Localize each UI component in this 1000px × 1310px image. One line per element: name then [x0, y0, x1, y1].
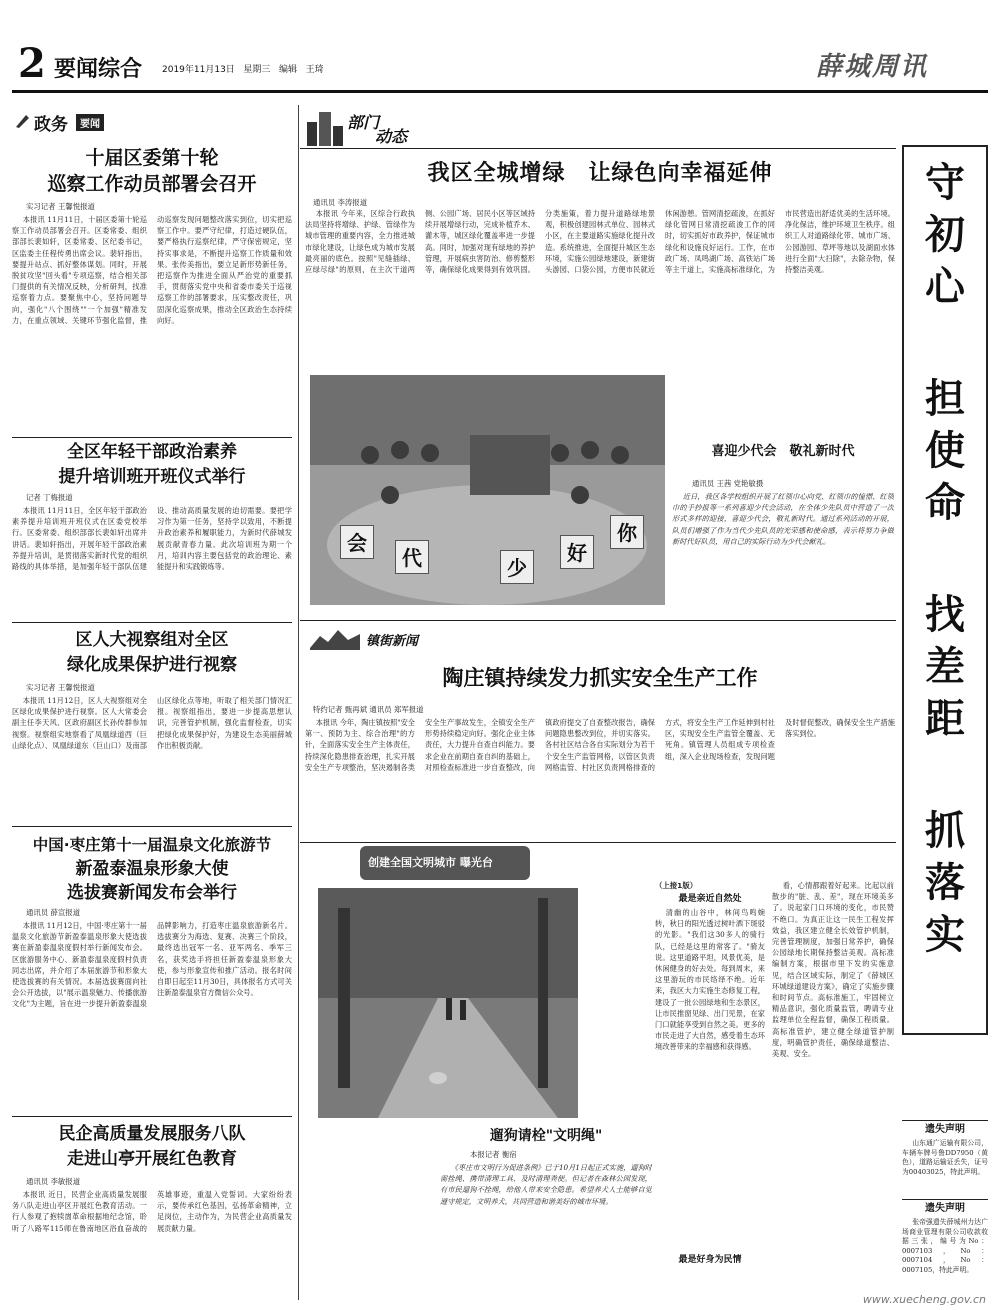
divider — [300, 148, 896, 149]
article-title-line2: 走进山亭开展红色教育 — [67, 1149, 237, 1169]
page-number: 2 — [18, 40, 46, 87]
children-photo — [310, 375, 665, 605]
article-byline: 通讯员 薛宣报道 — [26, 908, 81, 917]
page-section: 要闻综合 — [54, 57, 143, 82]
divider — [12, 622, 292, 623]
weekday: 星期三 — [243, 65, 271, 75]
article-text: 本报讯 11月12日，区人大视察组对全区绿化成果保护进行视察。区人大常委会副主任李天风、区政府副区长孙传群参加视察。视察组实地察看了凤凰绿道西（巨山绿化点）、凤凰绿道东（巨山口）及南部山区绿化点等地，听取了相关部门情况汇报。视察组指出，要进一步提高思想认识，完善管护机制，强化监督检查，切实把绿化成果保护好，为建设生态美丽薛城作出积极贡献。 — [12, 696, 292, 750]
article-byline: 通讯员 李涛报道 — [313, 198, 368, 207]
article-b2-caption — [672, 440, 894, 610]
civilized-city-banner — [360, 846, 530, 880]
article-a2 — [12, 440, 292, 620]
article-b3 — [305, 660, 895, 835]
paper-name-logo: 薛城周讯 — [815, 52, 928, 82]
article-b4-col2 — [655, 880, 765, 1300]
notice-text: 山东通广运输有限公司，车辆车牌号鲁DD7950（黄色），道路运输证丢失，证号为00403025，特此声明。 — [902, 1139, 988, 1176]
article-title: 区人大视察组对全区 — [75, 630, 229, 650]
pen-icon — [14, 113, 30, 129]
slogan-char: 实 — [925, 911, 965, 958]
notice-body — [902, 1139, 988, 1197]
masthead-date — [162, 62, 324, 75]
town-icon — [310, 626, 360, 650]
article-byline: 特约记者 甄再斌 通讯员 郑军报道 — [313, 705, 424, 714]
article-byline: 通讯员 李敏报道 — [26, 1177, 81, 1186]
article-title: 陶庄镇持续发力抓实安全生产工作 — [442, 666, 758, 690]
sign-card: 会 — [340, 525, 374, 559]
photo-content — [318, 888, 578, 1118]
article-b4 — [440, 1125, 652, 1305]
subhead: 最是好身为民情 — [678, 1255, 742, 1265]
zhengwu-tag: 政务 — [34, 115, 68, 135]
article-text: 本报讯 今年，陶庄镇按照"安全第一、预防为主、综合治理"的方针，全面落实安全生产主体责任，持续深化隐患排查治理，扎实开展安全生产专项整治，坚决遏制各类安全生产事故发生，全镇安全生产形势持续稳定向好。强化企业主体责任，大力提升自查自纠能力。要求企业在前期自查自纠的基础上，对照检查标准进一步自查整改，向镇政府提交了自查整改报告，确保问题隐患整改到位，并切实落实。各村社区结合各自实际划分为若干个安全生产监管网格，以管区负责网格监管、村社区负责网格排查的方式，将安全生产工作延伸到村社区，实现安全生产监管全覆盖、无死角。镇管理人员组成专项检查组，深入企业现场检查，发现问题及时督促整改，确保安全生产措施落实到位。 — [305, 718, 895, 772]
notices — [902, 1120, 988, 1300]
slogan-char: 抓 — [925, 807, 965, 854]
masthead — [12, 40, 988, 100]
slogan-char: 守 — [925, 159, 965, 206]
photo-caption-body — [672, 491, 894, 591]
article-a4 — [12, 833, 292, 1111]
article-a1 — [12, 145, 292, 435]
banner-text: 创建全国文明城市 曝光台 — [368, 856, 493, 869]
article-text: 看，心情都跟着好起来。比起以前散步的"脏、乱、差"，现在环境美多了。说起家门口环境的变化，市民赞不绝口。为真正让这一民生工程发挥效益，我区建立健全长效管护机制，完善管理制度，加强日常养护，确保公园绿地长期保持整洁美观。高标准编制方案，根据市里下发的实施意见，结合区域实际，制定了《薛城区环城绿道建设方案》，确定了实施步骤和时间节点。高标准施工，牢固树立精品意识，强化质量监管，聘请专业监理单位全程监督，确保工程质量。高标准管护，建立健全绿道管护制度，明确管护责任，确保绿道整洁、美观、安全。 — [772, 881, 894, 1059]
zhenjie-tag: 镇街新闻 — [366, 634, 419, 649]
slogan-char: 距 — [925, 695, 965, 742]
article-title: 我区全城增绿 让绿色向幸福延伸 — [427, 161, 773, 186]
article-text: 本报讯 近日，民营企业高质量发展服务八队走进山亭区开展红色教育活动。一行人参观了抱犊崮革命根据地纪念馆，聆听了八路军115师在鲁南地区浴血奋战的英雄事迹，重温入党誓词。大家纷纷表示，要传承红色基因，弘扬革命精神，立足岗位，主动作为，为民营企业高质量发展贡献力量。 — [12, 1190, 292, 1233]
slogan-char: 落 — [925, 859, 965, 906]
article-title: 遛狗请栓"文明绳" — [489, 1128, 603, 1144]
photo-caption-title: 喜迎少代会 敬礼新时代 — [711, 444, 855, 459]
slogan-char: 使 — [925, 427, 965, 474]
sign-row — [310, 375, 665, 605]
notice-title: 遗失声明 — [925, 1203, 965, 1214]
article-title-line2: 提升培训班开班仪式举行 — [58, 467, 246, 487]
subhead: 最是亲近自然处 — [678, 894, 742, 904]
building-icon — [305, 108, 345, 146]
divider — [300, 842, 896, 843]
sign-card: 代 — [395, 540, 429, 574]
bumen-section-tag — [305, 108, 455, 148]
article-title-line2: 绿化成果保护进行视察 — [67, 655, 237, 675]
article-text: 《枣庄市文明行为促进条例》已于10月1日起正式实施，遛狗时需拴绳、携带清理工具、及时清理粪便。但记者在森林公园发现，有市民遛狗不拴绳，给他人带来安全隐患。希望养犬人士能够自觉遵守规定，文明养犬，共同营造和谐美好的城市环境。 — [440, 1163, 652, 1206]
editor-label: 编辑 — [279, 65, 298, 75]
article-title-line3: 选拔赛新闻发布会举行 — [67, 883, 237, 903]
zhengwu-section-tag — [14, 110, 134, 135]
divider — [12, 826, 292, 827]
continued-from: （上接1版） — [655, 881, 698, 890]
zhengwu-tag-small: 要闻 — [76, 114, 104, 131]
slogan-char: 初 — [925, 211, 965, 258]
article-body — [772, 880, 894, 1290]
article-byline: 实习记者 王馨悦报道 — [26, 202, 95, 211]
slogan-char: 找 — [925, 591, 965, 638]
article-byline: 记者 丁梅报道 — [26, 493, 73, 502]
date: 2019年11月13日 — [162, 65, 235, 75]
editor: 王琦 — [305, 65, 324, 75]
sign-card: 少 — [500, 550, 534, 584]
zhenjie-section-tag — [310, 624, 470, 654]
article-body — [305, 208, 895, 338]
article-text: 本报讯 11月11日，十届区委第十轮巡察工作动员部署会召开。区委常委、组织部部长裴如轩，区委常委、区纪委书记，区监委主任程传勇出席会议。裴轩指出，要提升站点、抓好整体谋划。同时，开展脱贫攻坚"回头看"专项巡察，结合相关部门提供的有关情况反映，分析研判，找准巡察着力点。要聚焦中心，坚持问题导向，强化"八个围绕""一个加强"精准发力，在重点领域、关键环节强化监督，推动巡察发现问题整改落实到位，切实把巡察工作中。要严守纪律，打造过硬队伍，要严格执行巡察纪律，严守保密规定，坚持实事求是，不断提升巡察工作质量和效果。张传美指出，要立足新形势新任务，把巡察作为推进全面从严治党的重要抓手，贯彻落实党中央和省委市委关于巡视巡察工作的部署要求，压实整改责任，巩固深化巡察成果，推动全区政治生态持续向好。 — [12, 215, 292, 325]
slogan-char: 担 — [925, 375, 965, 422]
article-byline: 实习记者 王馨悦报道 — [26, 683, 95, 692]
divider — [12, 437, 292, 438]
bumen-tag2: 动态 — [375, 127, 408, 146]
divider — [300, 620, 896, 621]
masthead-rule — [12, 90, 988, 93]
article-text: 本报讯 11月11日，全区年轻干部政治素养提升培训班开班仪式在区委党校举行。区委常委、组织部部长裴如轩出席并讲话。裴如轩指出，开展年轻干部政治素养提升培训，是贯彻落实新时代党的组织路线的具体举措，是加强年轻干部队伍建设、推动高质量发展的迫切需要。要把学习作为第一任务，坚持学以致用，不断提升政治素养和履职能力，为新时代薛城发展贡献青春力量。此次培训班为期一个月，培训内容主要包括党的政治理论、素能提升和实践锻炼等。 — [12, 506, 292, 572]
sign-card: 好 — [560, 535, 594, 569]
article-title: 民企高质量发展服务八队 — [58, 1124, 246, 1144]
dog-walking-photo — [318, 888, 578, 1118]
article-text: 本报讯 11月12日，中国·枣庄第十一届温泉文化旅游节新盈泰温泉形象大使选拔赛在新盈泰温泉度假村举行新闻发布会。区旅游服务中心、新盈泰温泉度假村负责同志出席，并介绍了本届旅游节和形象大使选拔赛的有关情况。本届选拔赛面向社会公开选拔，以"展示温泉魅力、传播旅游文化"为主题，旨在进一步提升新盈泰温泉品牌影响力，打造枣庄温泉旅游新名片。选拔赛分为海选、复赛、决赛三个阶段，最终选出冠军一名、亚军两名、季军三名，获奖选手将担任新盈泰温泉形象大使，参与形象宣传和推广活动。报名时间自即日起至11月30日，具体报名方式可关注新盈泰温泉官方微信公众号。 — [12, 921, 292, 1009]
article-body — [12, 505, 292, 620]
article-body — [12, 1189, 292, 1301]
article-b4-col3 — [772, 880, 894, 1300]
article-title-line2: 巡察工作动员部署会召开 — [47, 173, 257, 195]
slogan-char: 命 — [925, 479, 965, 526]
article-text: 本报讯 今年来，区综合行政执法局坚持将增绿、护绿、管绿作为城市管理的重要内容，全力推进城市绿化建设，让绿色成为城市发展最亮丽的底色。按照"见缝插绿、应绿尽绿"的原则，在主次干道两侧、公园广场、居民小区等区域持续开展增绿行动，完成补植乔木、灌木等，城区绿化覆盖率进一步提高。同时，加强对现有绿地的养护管理，开展病虫害防治、修剪整形等，确保绿化成果得到有效巩固。分类施策，着力提升道路绿地景观，积极创建园林式单位、园林式小区，在主要道路实施绿化提升改造。系统推进，全面提升城区生态环境，实施公园绿地建设，新建街头游园、口袋公园，方便市民就近休闲游憩。管网清挖疏浚，在抓好绿化管网日常清挖疏浚工作的同时，切实抓好市政养护，保证城市绿化和设施良好运行。工作，在市政广场、凤鸣湖广场、高铁站广场等主干道上，实施高标准绿化，为市民营造出舒适优美的生活环境。净化保洁，维护环境卫生秩序。组织工人对道路绿化带、城市广场、公园游园、草坪等地以及湖面水体进行全面"大扫除"，去除杂物，保持整洁美观。 — [305, 209, 895, 275]
article-body — [12, 920, 292, 1100]
divider — [12, 1116, 292, 1117]
article-body — [12, 214, 292, 439]
article-body — [440, 1162, 652, 1287]
article-body — [12, 695, 292, 823]
article-byline: 本报记者 衡宿 — [470, 1150, 517, 1159]
notice-text: 张帝强遗失薛城州力达广场商业管理有限公司收款收据三张，编号为No：0007103，No：0007104，No：0007105，特此声明。 — [902, 1218, 988, 1274]
article-title: 中国·枣庄第十一届温泉文化旅游节 — [32, 836, 272, 854]
slogan-char: 差 — [925, 643, 965, 690]
article-body — [655, 907, 765, 1252]
article-a3 — [12, 628, 292, 823]
slogan-char: 心 — [925, 263, 965, 310]
article-text: 近日，我区各学校组织开展了红领巾心向党、红领巾的憧憬、红领巾的手抄报等一系列喜迎少代会活动，在全体少先队员中营造了一次形式多样的迎接，喜迎少代会，敬礼新时代。通过系列活动的开展，队员们增强了作为当代少先队员的光荣感和使命感，表示将努力争做新时代好队员，用自己的实际行动为少代会献礼。 — [672, 492, 894, 546]
article-text: 清幽的山谷中，林间鸟鸣婉转，秋日的阳光透过树叶洒下斑驳的光影。"我们这30多人的骑行队，已经是这里的常客了。"骑友说。这里道路平坦，风景优美，是休闲健身的好去处。每到周末，来这里游玩的市民络绎不绝。近年来，我区大力实施生态修复工程，建设了一批公园绿地和生态景区，让市民推窗见绿、出门见景，在家门口就能享受到自然之美。更多的市民走进了大自然，感受着生态环境改善带来的幸福感和获得感。 — [655, 908, 765, 1052]
notice-title: 遗失声明 — [925, 1124, 965, 1135]
notice-body — [902, 1218, 988, 1290]
article-title: 全区年轻干部政治素养 — [67, 442, 237, 462]
article-body — [305, 717, 895, 832]
column-divider — [298, 105, 299, 1300]
article-title-line2: 新盈泰温泉形象大使 — [75, 859, 229, 879]
photo-byline: 通讯员 王茜 党艳敏摄 — [692, 479, 764, 488]
bumen-tag: 部门 — [347, 113, 380, 132]
article-title: 十届区委第十轮 — [85, 147, 219, 169]
sign-card: 你 — [610, 515, 644, 549]
slogan-box — [902, 145, 988, 1035]
article-a5 — [12, 1122, 292, 1302]
site-watermark: www.xuecheng.gov.cn — [862, 1293, 986, 1306]
article-b1 — [305, 155, 895, 375]
